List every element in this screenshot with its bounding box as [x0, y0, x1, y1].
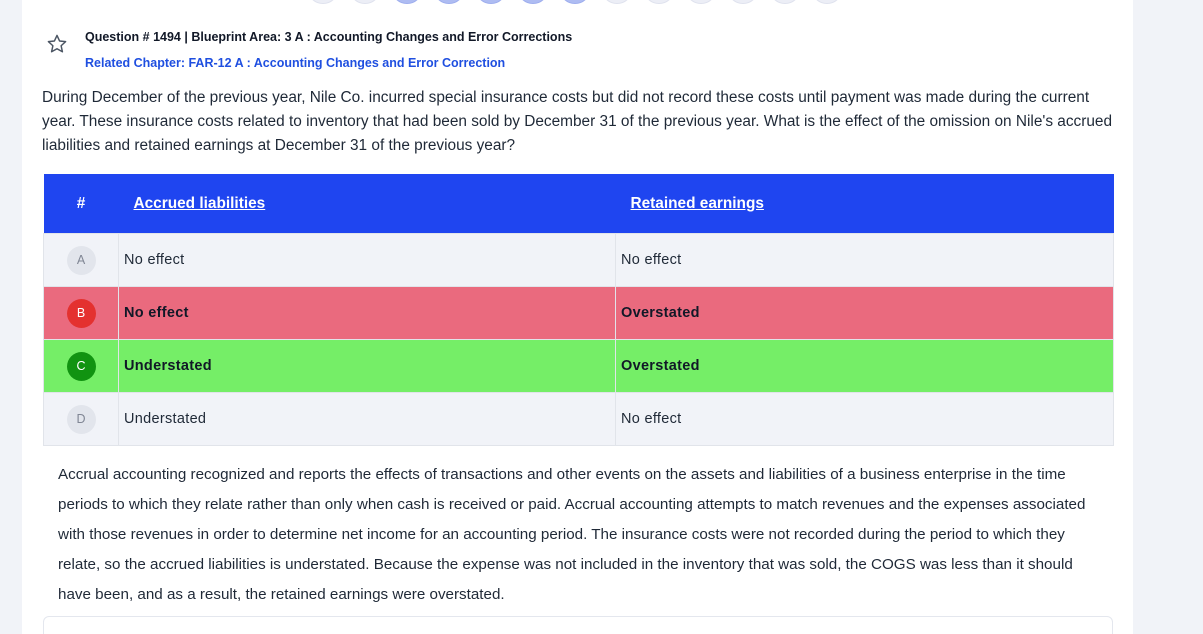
option-accrued-liabilities: No effect [119, 234, 616, 287]
column-header-retained-earnings[interactable] [616, 174, 1114, 234]
answer-option-c[interactable] [44, 340, 1114, 393]
question-nav-bubble[interactable] [601, 0, 633, 4]
option-badge: D [67, 405, 96, 434]
column-header-label: Accrued liabilities [133, 194, 266, 212]
question-nav-bubble[interactable] [349, 0, 381, 4]
question-card [22, 0, 1133, 634]
table-header-row [44, 174, 1114, 234]
option-accrued-liabilities: No effect [119, 287, 616, 340]
question-nav-bubble[interactable] [475, 0, 507, 4]
question-nav-bubble[interactable] [727, 0, 759, 4]
option-letter-cell [44, 393, 119, 446]
option-accrued-liabilities: Understated [119, 340, 616, 393]
question-nav-bubble[interactable] [307, 0, 339, 4]
question-text: During December of the previous year, Nile Co. incurred special insurance costs but did not record these costs until payment was made during the current year. These insurance costs related to inventory that had been sold by December 31 of the previous year. What is the effect of the omission on Nile's accrued liabilities and retained earnings at December 31 of the previous year? [42, 89, 1113, 154]
question-nav-bubble[interactable] [559, 0, 591, 4]
column-header-number: # [44, 174, 119, 234]
question-meta [85, 24, 572, 76]
question-nav-bubble[interactable] [391, 0, 423, 4]
question-nav-bubble[interactable] [517, 0, 549, 4]
answer-option-b[interactable] [44, 287, 1114, 340]
related-chapter-link[interactable]: Related Chapter: FAR-12 A : Accounting Changes and Error Correction [85, 56, 506, 70]
question-blueprint-line: Question # 1494 | Blueprint Area: 3 A : Accounting Changes and Error Corrections [85, 30, 573, 44]
option-retained-earnings: No effect [616, 234, 1114, 287]
answer-options-table [43, 174, 1114, 446]
option-letter-cell [44, 340, 119, 393]
option-accrued-liabilities: Understated [119, 393, 616, 446]
option-retained-earnings: Overstated [616, 340, 1114, 393]
option-badge: C [67, 352, 96, 381]
answer-explanation: Accrual accounting recognized and reports the effects of transactions and other events on the assets and liabilities of a business enterprise in the time periods to which they relate rather than only when cash is received or paid. Accrual accounting attempts to match revenues and the expenses associated with those revenues in order to determine net income for an accounting period. The insurance costs were not recorded during the period to which they relate, so the accrued liabilities is understated. Because the expense was not included in the inventory that was sold, the COGS was less than it should have been, and as a result, the retained earnings were overstated. [58, 466, 1086, 603]
option-retained-earnings: Overstated [616, 287, 1114, 340]
column-header-accrued-liabilities[interactable] [119, 174, 616, 234]
answer-option-a[interactable] [44, 234, 1114, 287]
option-letter-cell [44, 234, 119, 287]
option-badge: B [67, 299, 96, 328]
star-outline-icon[interactable] [46, 33, 68, 55]
question-nav-bubble[interactable] [643, 0, 675, 4]
column-header-label: Retained earnings [630, 194, 764, 212]
option-letter-cell [44, 287, 119, 340]
question-navigator [307, 0, 843, 4]
answer-option-d[interactable] [44, 393, 1114, 446]
next-section-box [43, 616, 1113, 634]
option-retained-earnings: No effect [616, 393, 1114, 446]
question-nav-bubble[interactable] [433, 0, 465, 4]
question-nav-bubble[interactable] [811, 0, 843, 4]
option-badge: A [67, 246, 96, 275]
question-nav-bubble[interactable] [685, 0, 717, 4]
question-nav-bubble[interactable] [769, 0, 801, 4]
